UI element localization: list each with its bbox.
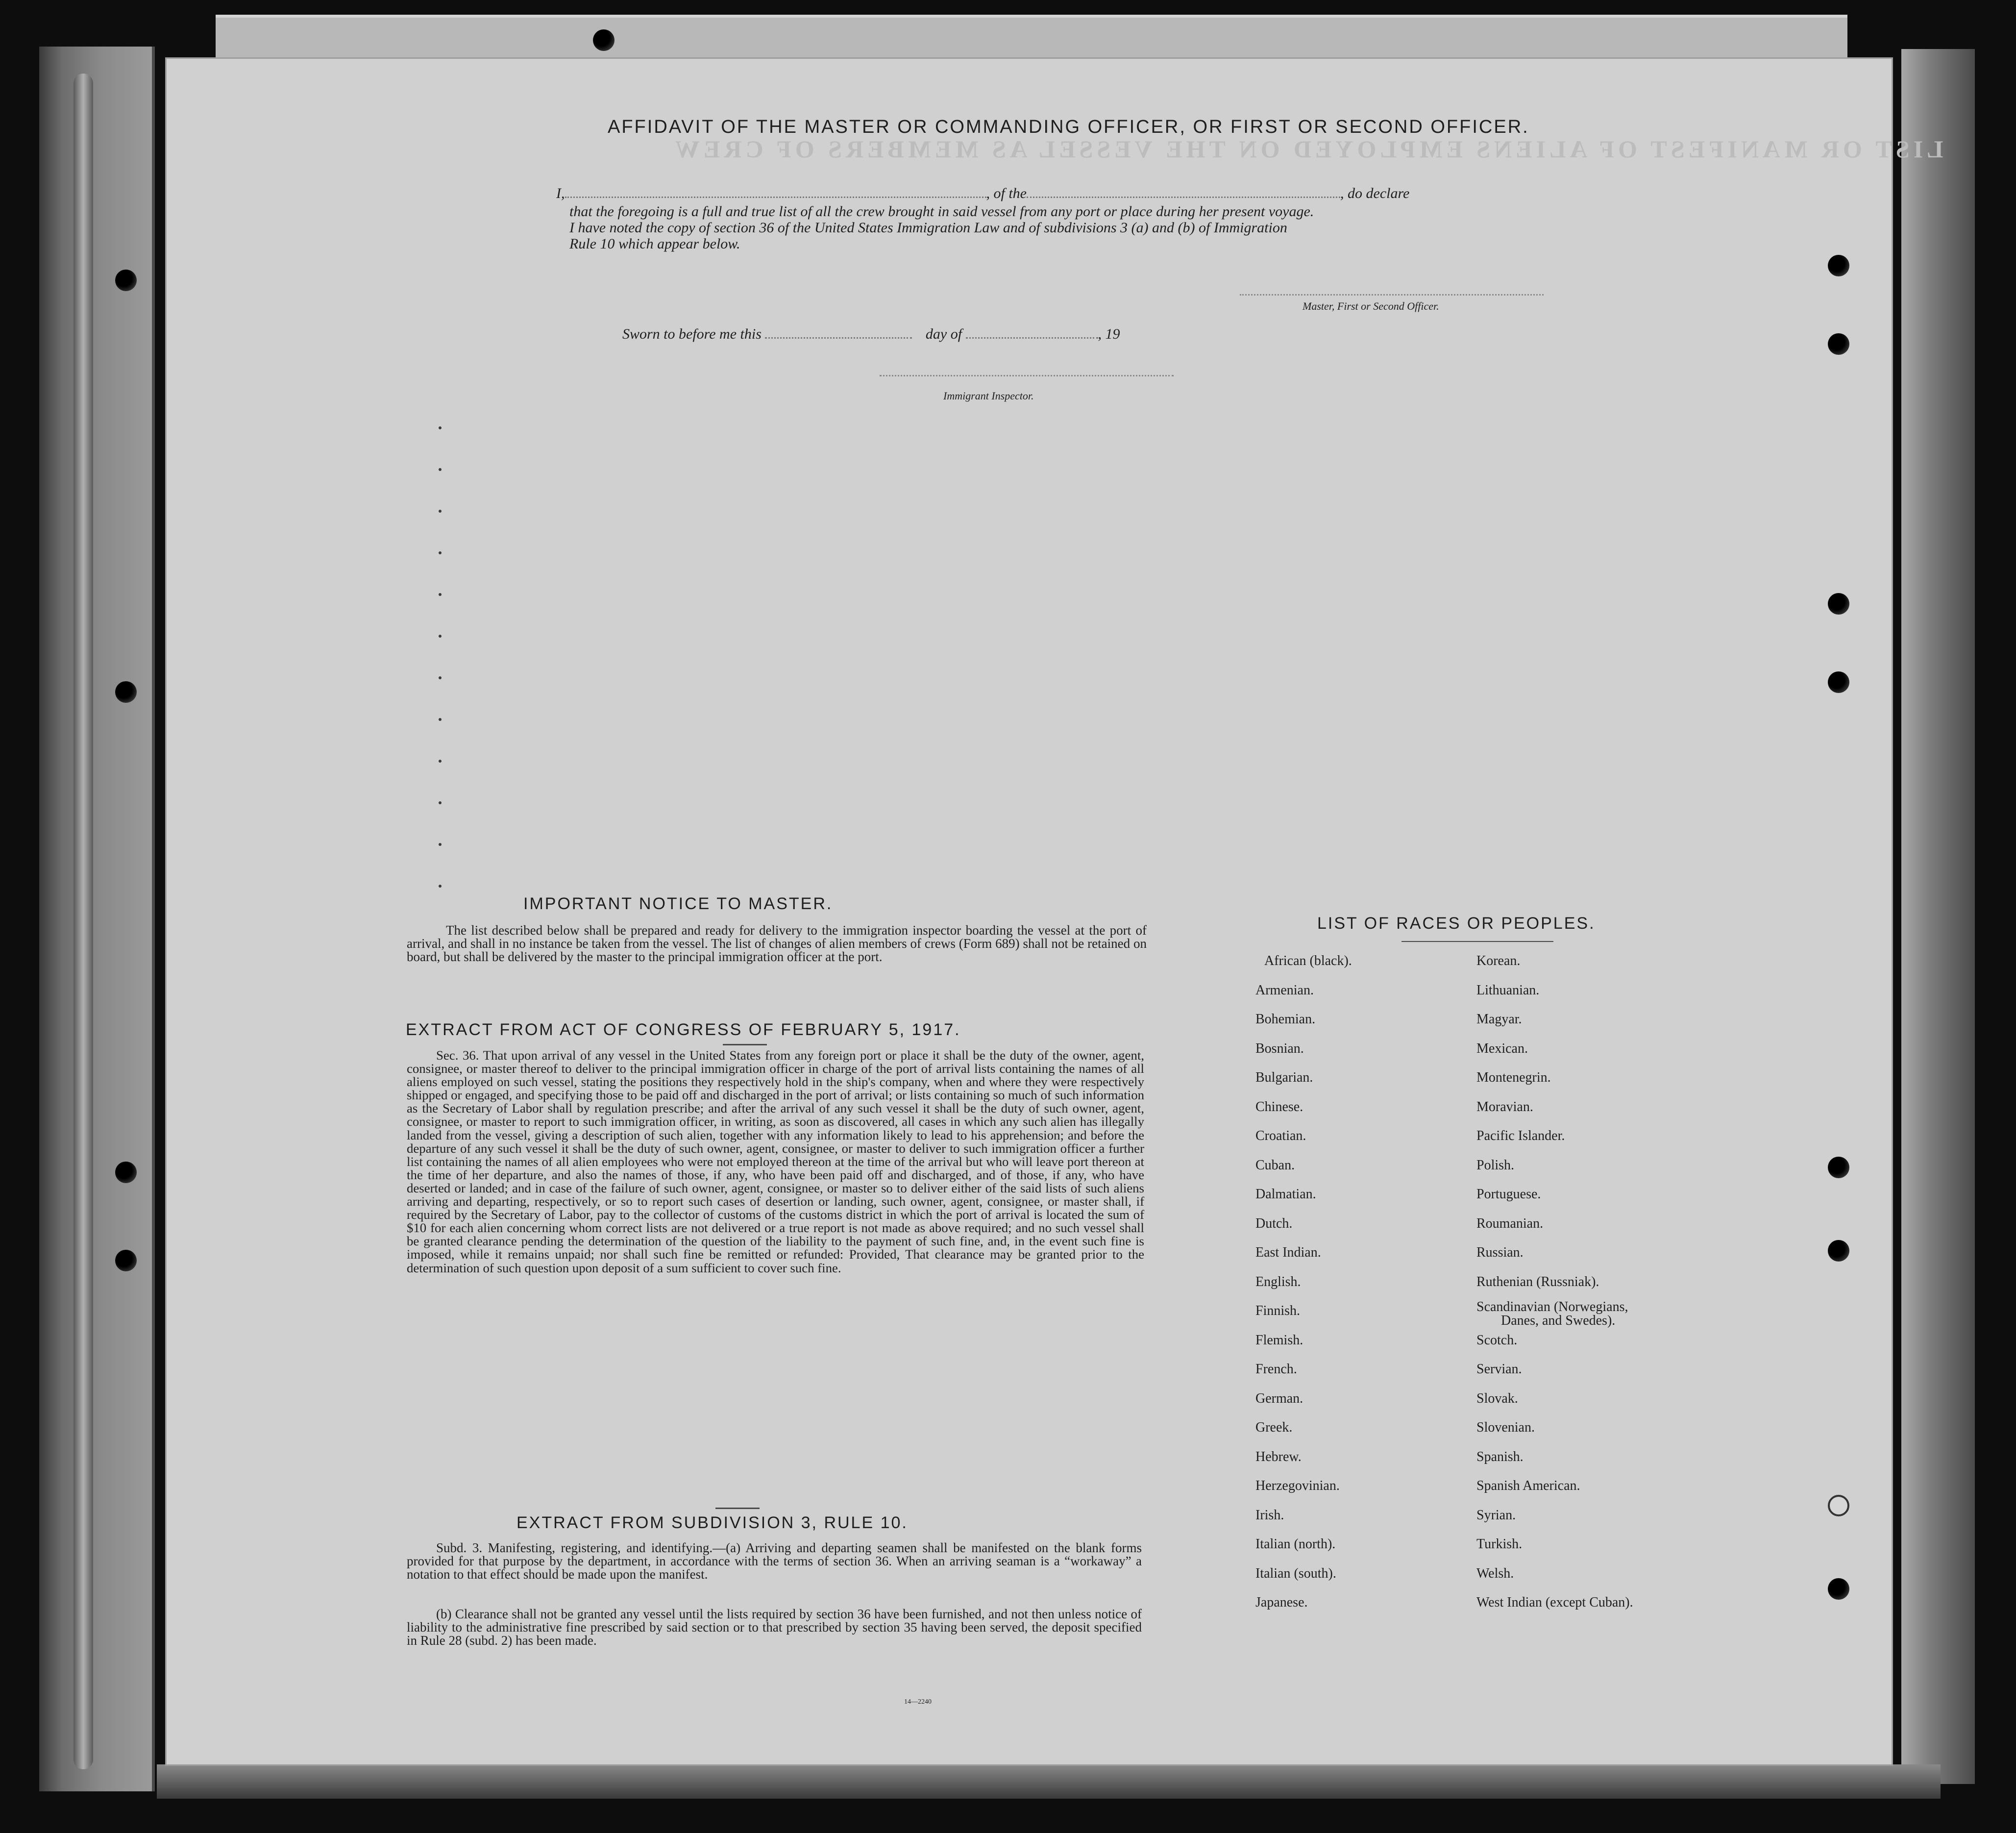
- affidavit-of-the-label: , of the: [986, 185, 1027, 201]
- row-marker: [439, 468, 442, 471]
- paper-stack-right: [1901, 49, 1975, 1784]
- race-item: Lithuanian.: [1476, 982, 1540, 998]
- race-item: Bohemian.: [1255, 1012, 1316, 1027]
- race-item: Turkish.: [1476, 1536, 1523, 1552]
- document-page: [167, 59, 1943, 1764]
- race-item: Moravian.: [1476, 1099, 1533, 1115]
- race-item: Flemish.: [1255, 1332, 1303, 1348]
- signature-label: Master, First or Second Officer.: [1303, 300, 1439, 312]
- race-item: English.: [1255, 1274, 1301, 1289]
- officer-name-field[interactable]: [565, 197, 986, 198]
- race-item: Scotch.: [1476, 1332, 1518, 1348]
- row-marker: [439, 801, 442, 804]
- race-item: East Indian.: [1255, 1245, 1321, 1260]
- binder-edge: [39, 47, 155, 1791]
- affidavit-line-3: I have noted the copy of section 36 of the United States Immigration Law and of subdivisions 3 (a) and (b) of Immigration: [569, 220, 1287, 236]
- binder-rod: [74, 74, 93, 1769]
- race-item: West Indian (except Cuban).: [1476, 1595, 1633, 1610]
- sworn-year-label: , 19: [1098, 326, 1120, 342]
- form-number: 14—2240: [904, 1698, 932, 1706]
- race-item: German.: [1255, 1390, 1303, 1406]
- inspector-label: Immigrant Inspector.: [943, 390, 1034, 402]
- punch-hole: [115, 1162, 137, 1183]
- race-item: Italian (south).: [1255, 1565, 1336, 1581]
- row-marker: [439, 760, 442, 763]
- affidavit-line-2: that the foregoing is a full and true list of all the crew brought in said vessel from any port or place during her present voyage.: [569, 203, 1314, 220]
- race-item: Korean.: [1476, 953, 1521, 968]
- extract-rule-para-b: (b) Clearance shall not be granted any vessel until the lists required by section 36 have been furnished, and not then unless notice of liability to the administrative fine prescribed by said section or to that prescribed by section 35 having been served, the deposit specified in Rule 28 (subd. 2) has been made.: [407, 1607, 1142, 1648]
- race-item: French.: [1255, 1362, 1297, 1377]
- paper-stack-bottom: [157, 1764, 1941, 1799]
- extract-rule-title: EXTRACT FROM SUBDIVISION 3, RULE 10.: [516, 1513, 908, 1532]
- affidavit-do-declare-label: , do declare: [1340, 185, 1410, 201]
- row-marker: [439, 426, 442, 429]
- row-marker: [439, 676, 442, 679]
- race-item: Chinese.: [1255, 1099, 1303, 1115]
- race-item: Russian.: [1476, 1245, 1524, 1260]
- race-item: Cuban.: [1255, 1157, 1295, 1173]
- race-item: Roumanian.: [1476, 1215, 1544, 1231]
- race-item: Polish.: [1476, 1157, 1515, 1173]
- inspector-signature-line[interactable]: [880, 375, 1174, 376]
- row-marker: [439, 718, 442, 721]
- divider: [723, 1044, 767, 1045]
- race-item: Scandinavian (Norwegians,: [1476, 1299, 1628, 1314]
- race-item-continuation: Danes, and Swedes).: [1501, 1313, 1616, 1328]
- race-item: Italian (north).: [1255, 1536, 1336, 1552]
- race-item: Croatian.: [1255, 1128, 1306, 1143]
- sworn-month-field[interactable]: [966, 337, 1098, 339]
- race-item: Armenian.: [1255, 982, 1314, 998]
- notice-body: The list described below shall be prepared and ready for delivery to the immigration inspector boarding the vessel at the port of arrival, and shall in no instance be taken from the vessel. The list of changes of alien members of crews (Form 689) shall not be retained on board, but shall be delivered by the master to the principal immigration officer at the port.: [407, 923, 1147, 964]
- race-item: Ruthenian (Russniak).: [1476, 1274, 1599, 1289]
- race-item: Herzegovinian.: [1255, 1478, 1340, 1493]
- race-item: Irish.: [1255, 1507, 1284, 1523]
- divider: [715, 1508, 760, 1509]
- affidavit-line-4: Rule 10 which appear below.: [569, 236, 740, 252]
- race-item: Hebrew.: [1255, 1449, 1302, 1464]
- punch-hole: [1828, 593, 1849, 615]
- race-item: Bulgarian.: [1255, 1070, 1313, 1085]
- sworn-day-of-label: day of: [925, 326, 962, 342]
- sworn-prefix: Sworn to before me this: [622, 326, 762, 342]
- race-item: Welsh.: [1476, 1565, 1514, 1581]
- punch-hole: [1828, 671, 1849, 693]
- race-item: Syrian.: [1476, 1507, 1516, 1523]
- punch-hole: [115, 270, 137, 291]
- affidavit-i-label: I,: [556, 185, 565, 201]
- divider: [1401, 941, 1553, 942]
- race-item: Dutch.: [1255, 1215, 1293, 1231]
- punch-hole: [115, 681, 137, 703]
- race-item: Dalmatian.: [1255, 1187, 1316, 1202]
- race-item: Slovenian.: [1476, 1420, 1535, 1435]
- race-item: Montenegrin.: [1476, 1070, 1551, 1085]
- race-item: Pacific Islander.: [1476, 1128, 1565, 1143]
- vessel-name-field[interactable]: [1027, 197, 1340, 198]
- punch-hole: [1828, 333, 1849, 355]
- races-title: LIST OF RACES OR PEOPLES.: [1317, 914, 1596, 933]
- punch-hole: [115, 1250, 137, 1271]
- punch-hole: [1828, 1157, 1849, 1178]
- row-marker: [439, 843, 442, 846]
- sworn-line: [622, 326, 1120, 343]
- punch-hole: [593, 29, 615, 51]
- row-marker: [439, 510, 442, 513]
- race-item: Bosnian.: [1255, 1040, 1304, 1056]
- race-item: Magyar.: [1476, 1012, 1522, 1027]
- race-item: Finnish.: [1255, 1303, 1301, 1318]
- officer-signature-line[interactable]: [1240, 294, 1544, 296]
- bleed-through-header: LIST OR MANIFEST OF ALIENS EMPLOYED ON THE VESSEL AS MEMBERS OF CREW: [671, 135, 1943, 163]
- punch-hole: [1828, 255, 1849, 276]
- race-item: African (black).: [1264, 953, 1352, 968]
- affidavit-title: AFFIDAVIT OF THE MASTER OR COMMANDING OFFICER, OR FIRST OR SECOND OFFICER.: [608, 117, 1529, 137]
- punch-hole: [1828, 1578, 1849, 1600]
- race-item: Japanese.: [1255, 1595, 1308, 1610]
- race-item: Servian.: [1476, 1362, 1522, 1377]
- race-item: Spanish American.: [1476, 1478, 1580, 1493]
- row-marker: [439, 635, 442, 638]
- race-item: Portuguese.: [1476, 1187, 1541, 1202]
- race-item: Slovak.: [1476, 1390, 1518, 1406]
- row-marker: [439, 593, 442, 596]
- affidavit-line-1: [556, 185, 1409, 202]
- extract-rule-para-a: Subd. 3. Manifesting, registering, and identifying.—(a) Arriving and departing seamen shall be manifested on the blank forms provided for that purpose by the department, in accordance with the terms of section 36. When an arriving seaman is a “workaway” a notation to that effect should be made upon the manifest.: [407, 1540, 1142, 1582]
- row-marker: [439, 551, 442, 554]
- punch-hole: [1828, 1240, 1849, 1262]
- extract-act-title: EXTRACT FROM ACT OF CONGRESS OF FEBRUARY 5, 1917.: [406, 1020, 961, 1039]
- extract-act-body: Sec. 36. That upon arrival of any vessel in the United States from any foreign port or place it shall be the duty of the owner, agent, consignee, or master thereof to deliver to the principal immigration officer in charge of the port of arrival lists containing the names of all aliens employed on such vessel, stating the positions they respectively hold in the ship's company, when and where they were respectively shipped or engaged, and specifying those to be paid off and discharged in the port of arrival; or lists containing so much of such information as the Secretary of Labor shall by regulation prescribe; and after the arrival of any such vessel it shall be the duty of such owner, agent, consignee, or master to report to such immigration officer, in writing, as soon as discovered, all cases in which any such alien has illegally landed from the vessel, giving a description of such alien, together with any information likely to lead to his apprehension; and before the departure of any such vessel it shall be the duty of such owner, agent, consignee, or master to deliver to such immigration officer a further list containing the names of all alien employees who were not employed thereon at the time of the arrival but who will leave port thereon at the time of her departure, and also the names of those, if any, who have been paid off and discharged, and of those, if any, who have deserted or landed; and in case of the failure of such owner, agent, consignee, or master so to deliver either of the said lists of such aliens arriving and departing, respectively, or so to report such cases of desertion or landing, such owner, agent, consignee, or master shall, if required by the Secretary of Labor, pay to the collector of customs of the customs district in which the port of arrival is located the sum of $10 for each alien concerning whom correct lists are not delivered or a true report is not made as above required; and no such vessel shall be granted clearance pending the determination of the question of the liability to the payment of such fine, and, in the event such fine is imposed, while it remains unpaid; nor shall such fine be remitted or refunded: Provided, That clearance may be granted prior to the determination of such question upon deposit of a sum sufficient to cover such fine.: [407, 1048, 1144, 1275]
- notice-title: IMPORTANT NOTICE TO MASTER.: [523, 894, 833, 913]
- punch-hole: [1828, 1495, 1849, 1516]
- row-marker: [439, 885, 442, 888]
- race-item: Greek.: [1255, 1420, 1293, 1435]
- race-item: Mexican.: [1476, 1040, 1528, 1056]
- sworn-day-field[interactable]: [765, 337, 912, 339]
- race-item: Spanish.: [1476, 1449, 1524, 1464]
